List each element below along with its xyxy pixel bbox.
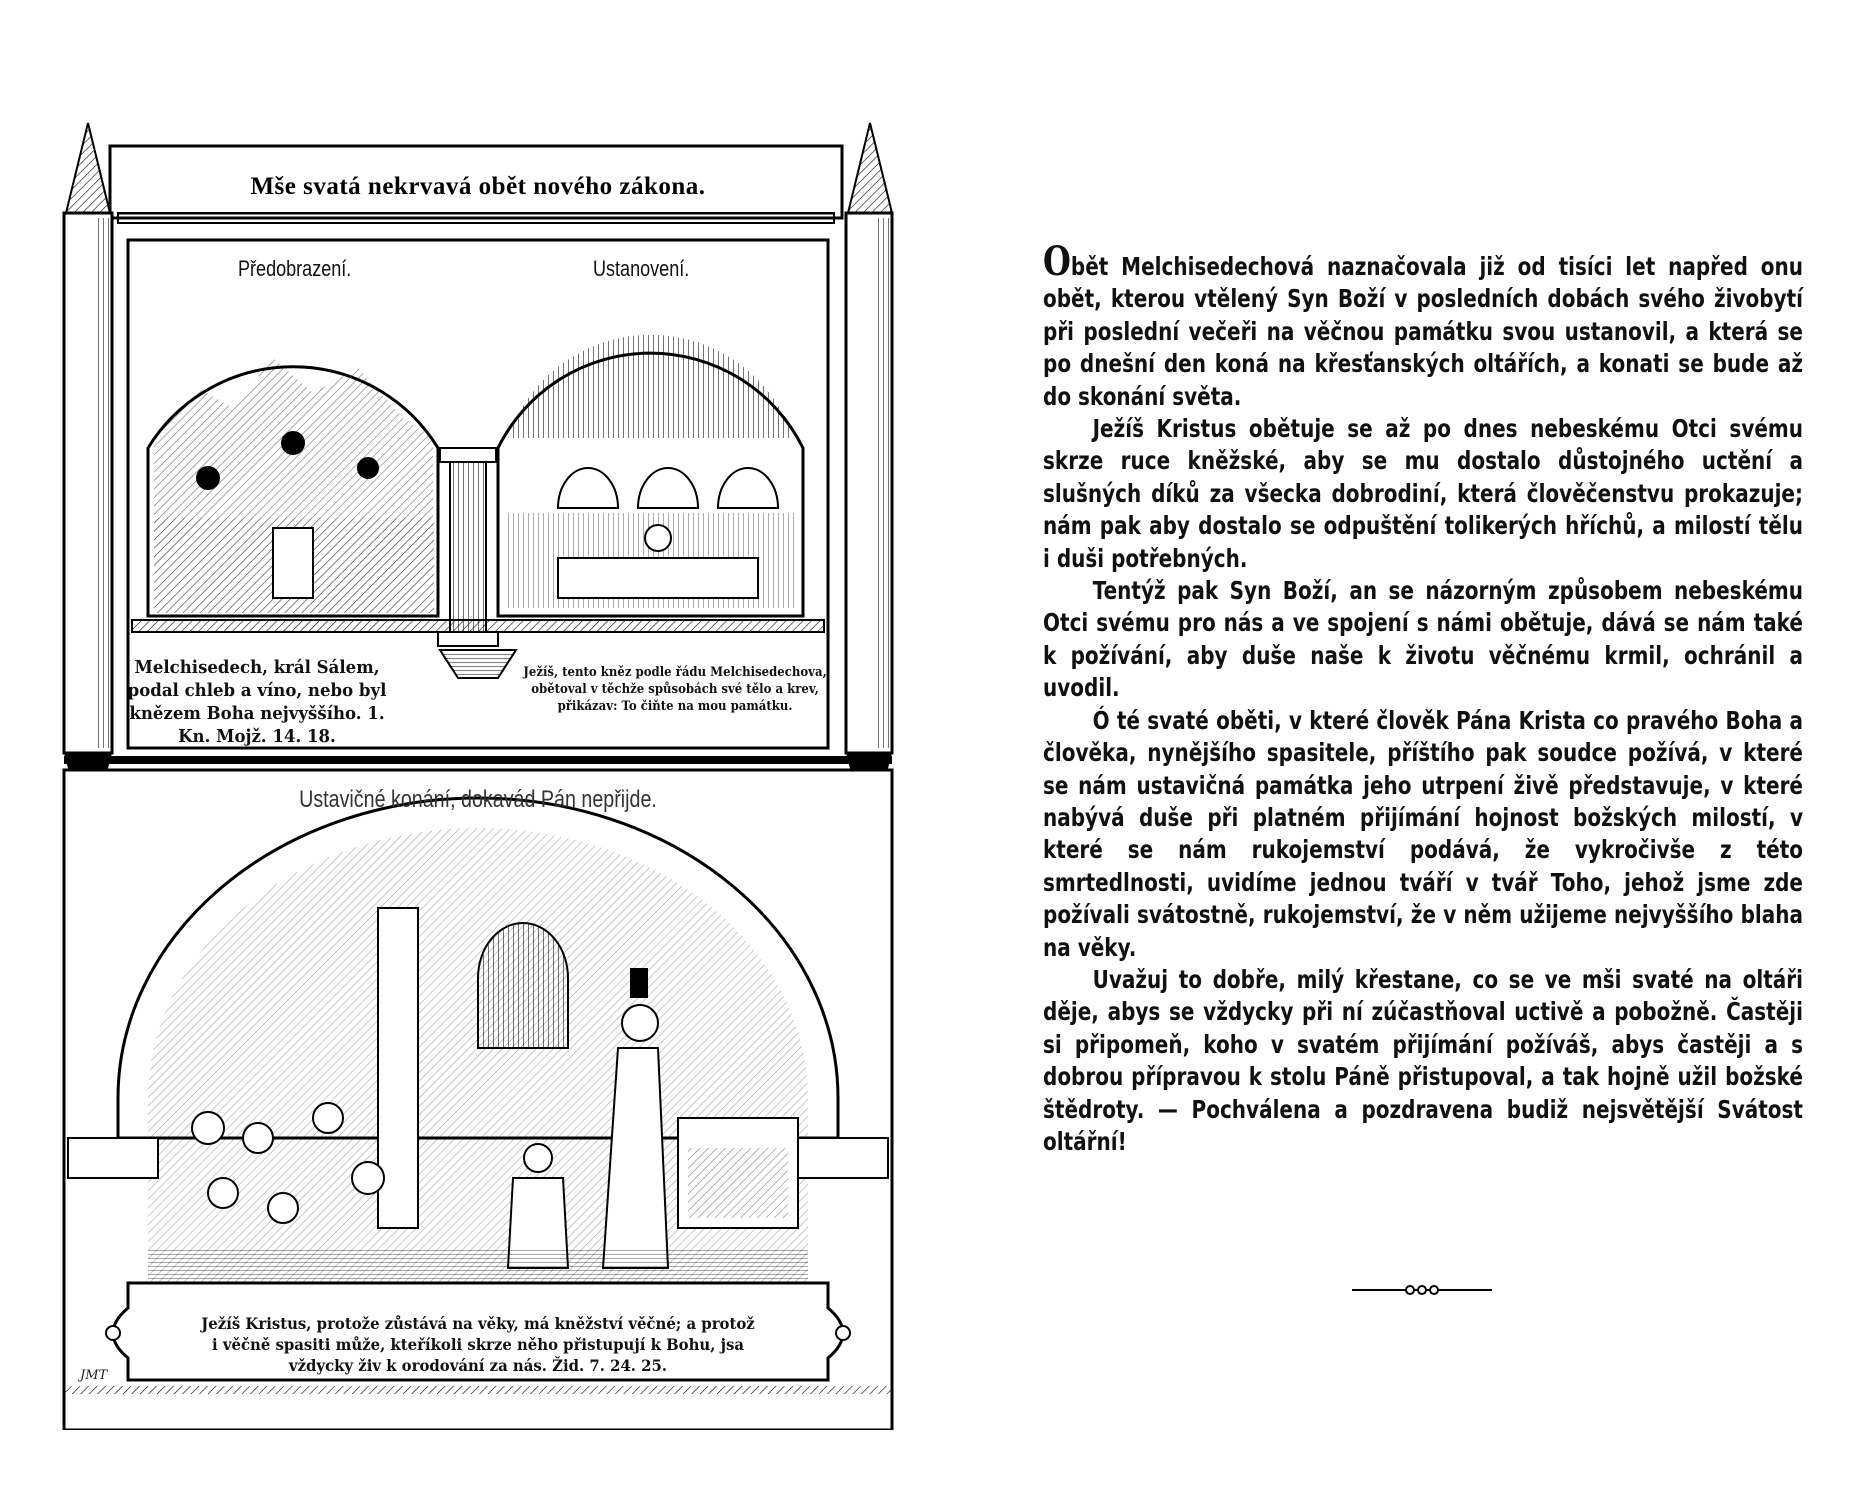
spire-left (66, 123, 110, 213)
end-ornament-icon (1352, 1282, 1492, 1298)
upper-right-caption: Ježíš, tento kněz podle řádu Melchisedechova, obětoval v těchže spůsobách své tělo a krev, přikázav: To čiňte na mou památku. (523, 665, 827, 714)
paragraph-4: Ó té svaté oběti, v které člověk Pána Krista co pravého Boha a člověka, nynějšího spasitele, příštího pak soudce požívá, v které se nám ustavičná památka jeho utrpení živě představuje, v které nabývá duše při platném přijímání hojnost božských milostí, v které se nám rukojemství podává, že vykročivše z této smrtedlnosti, uvidíme jednou tváří v tvář Toho, jehož jsme zde požívali svátostně, rukojemství, že v něm užijeme nejvyššího blaha na věky. (1043, 705, 1803, 962)
engraving-illustration (58, 118, 894, 1430)
paragraph-3: Tentýž pak Syn Boží, an se názorným způsobem nebeskému Otci svému pro nás a ve spojení s námi obětuje, dává se nám také k požívání, aby duše naše k životu věčnému krmil, ochránil a uvodil. (1043, 576, 1803, 703)
upper-left-caption: Melchisedech, král Sálem, podal chleb a víno, nebo byl knězem Boha nejvyššího. 1. Kn. Mojž. 14. 18. (127, 657, 387, 747)
spire-right (848, 123, 892, 213)
engraving-plate (58, 118, 894, 1430)
engraver-monogram: JMT (80, 1368, 108, 1383)
bottom-cartouche-quote: Ježíš Kristus, protože zůstává na věky, má kněžství věčné; a protož i věčně spasiti může, kteříkoli skrze něho přistupují k Bohu, jsa vždycky živ k orodování za nás. Žid. 7. 24. 25. (201, 1314, 755, 1375)
paragraph-5: Uvažuj to dobře, milý křestane, co se ve mši svaté na oltáři děje, abys se vždycky při ní zúčastňoval uctivě a pobožně. Častěji si připomeň, koho v svatém přijímání požíváš, abys častěji a s dobrou přípravou k stolu Páně přistupoval, a tak hojně užil božské štědroty. — Pochválena a pozdravena budiž nejsvětější Svátost oltářní! (1043, 964, 1803, 1156)
plate-banner-title: Mše svatá nekrvavá obět nového zákona. (250, 173, 706, 200)
paragraph-2: Ježíš Kristus obětuje se až po dnes nebeskému Otci svému skrze ruce kněžské, aby se mu dostalo důstojného uctění a slušných díků za všecka dobrodiní, která člověčenstvu prokazuje; nám pak aby dostalo se odpuštění tolikerých hříchů, a milostí tělu i duši potřebných. (1043, 414, 1803, 573)
paragraph-1 (1043, 238, 1803, 413)
upper-right-heading: Ustanovení. (593, 256, 690, 281)
text-column (1043, 238, 1803, 1158)
upper-left-heading: Předobrazení. (238, 256, 352, 281)
drop-cap: O (1043, 238, 1071, 285)
paragraph-1-text: bět Melchisedechová naznačovala již od tisíci let napřed onu obět, kterou vtělený Syn Boží v posledních dobách svého živobytí při poslední večeři na věčnou památku svou ustanovil, a která se po dnešní den koná na křesťanských oltářích, a konati se bude až do skonání světa. (1043, 252, 1803, 411)
lower-scene-heading: Ustavičné konání, dokavád Pán nepřijde. (299, 786, 657, 813)
